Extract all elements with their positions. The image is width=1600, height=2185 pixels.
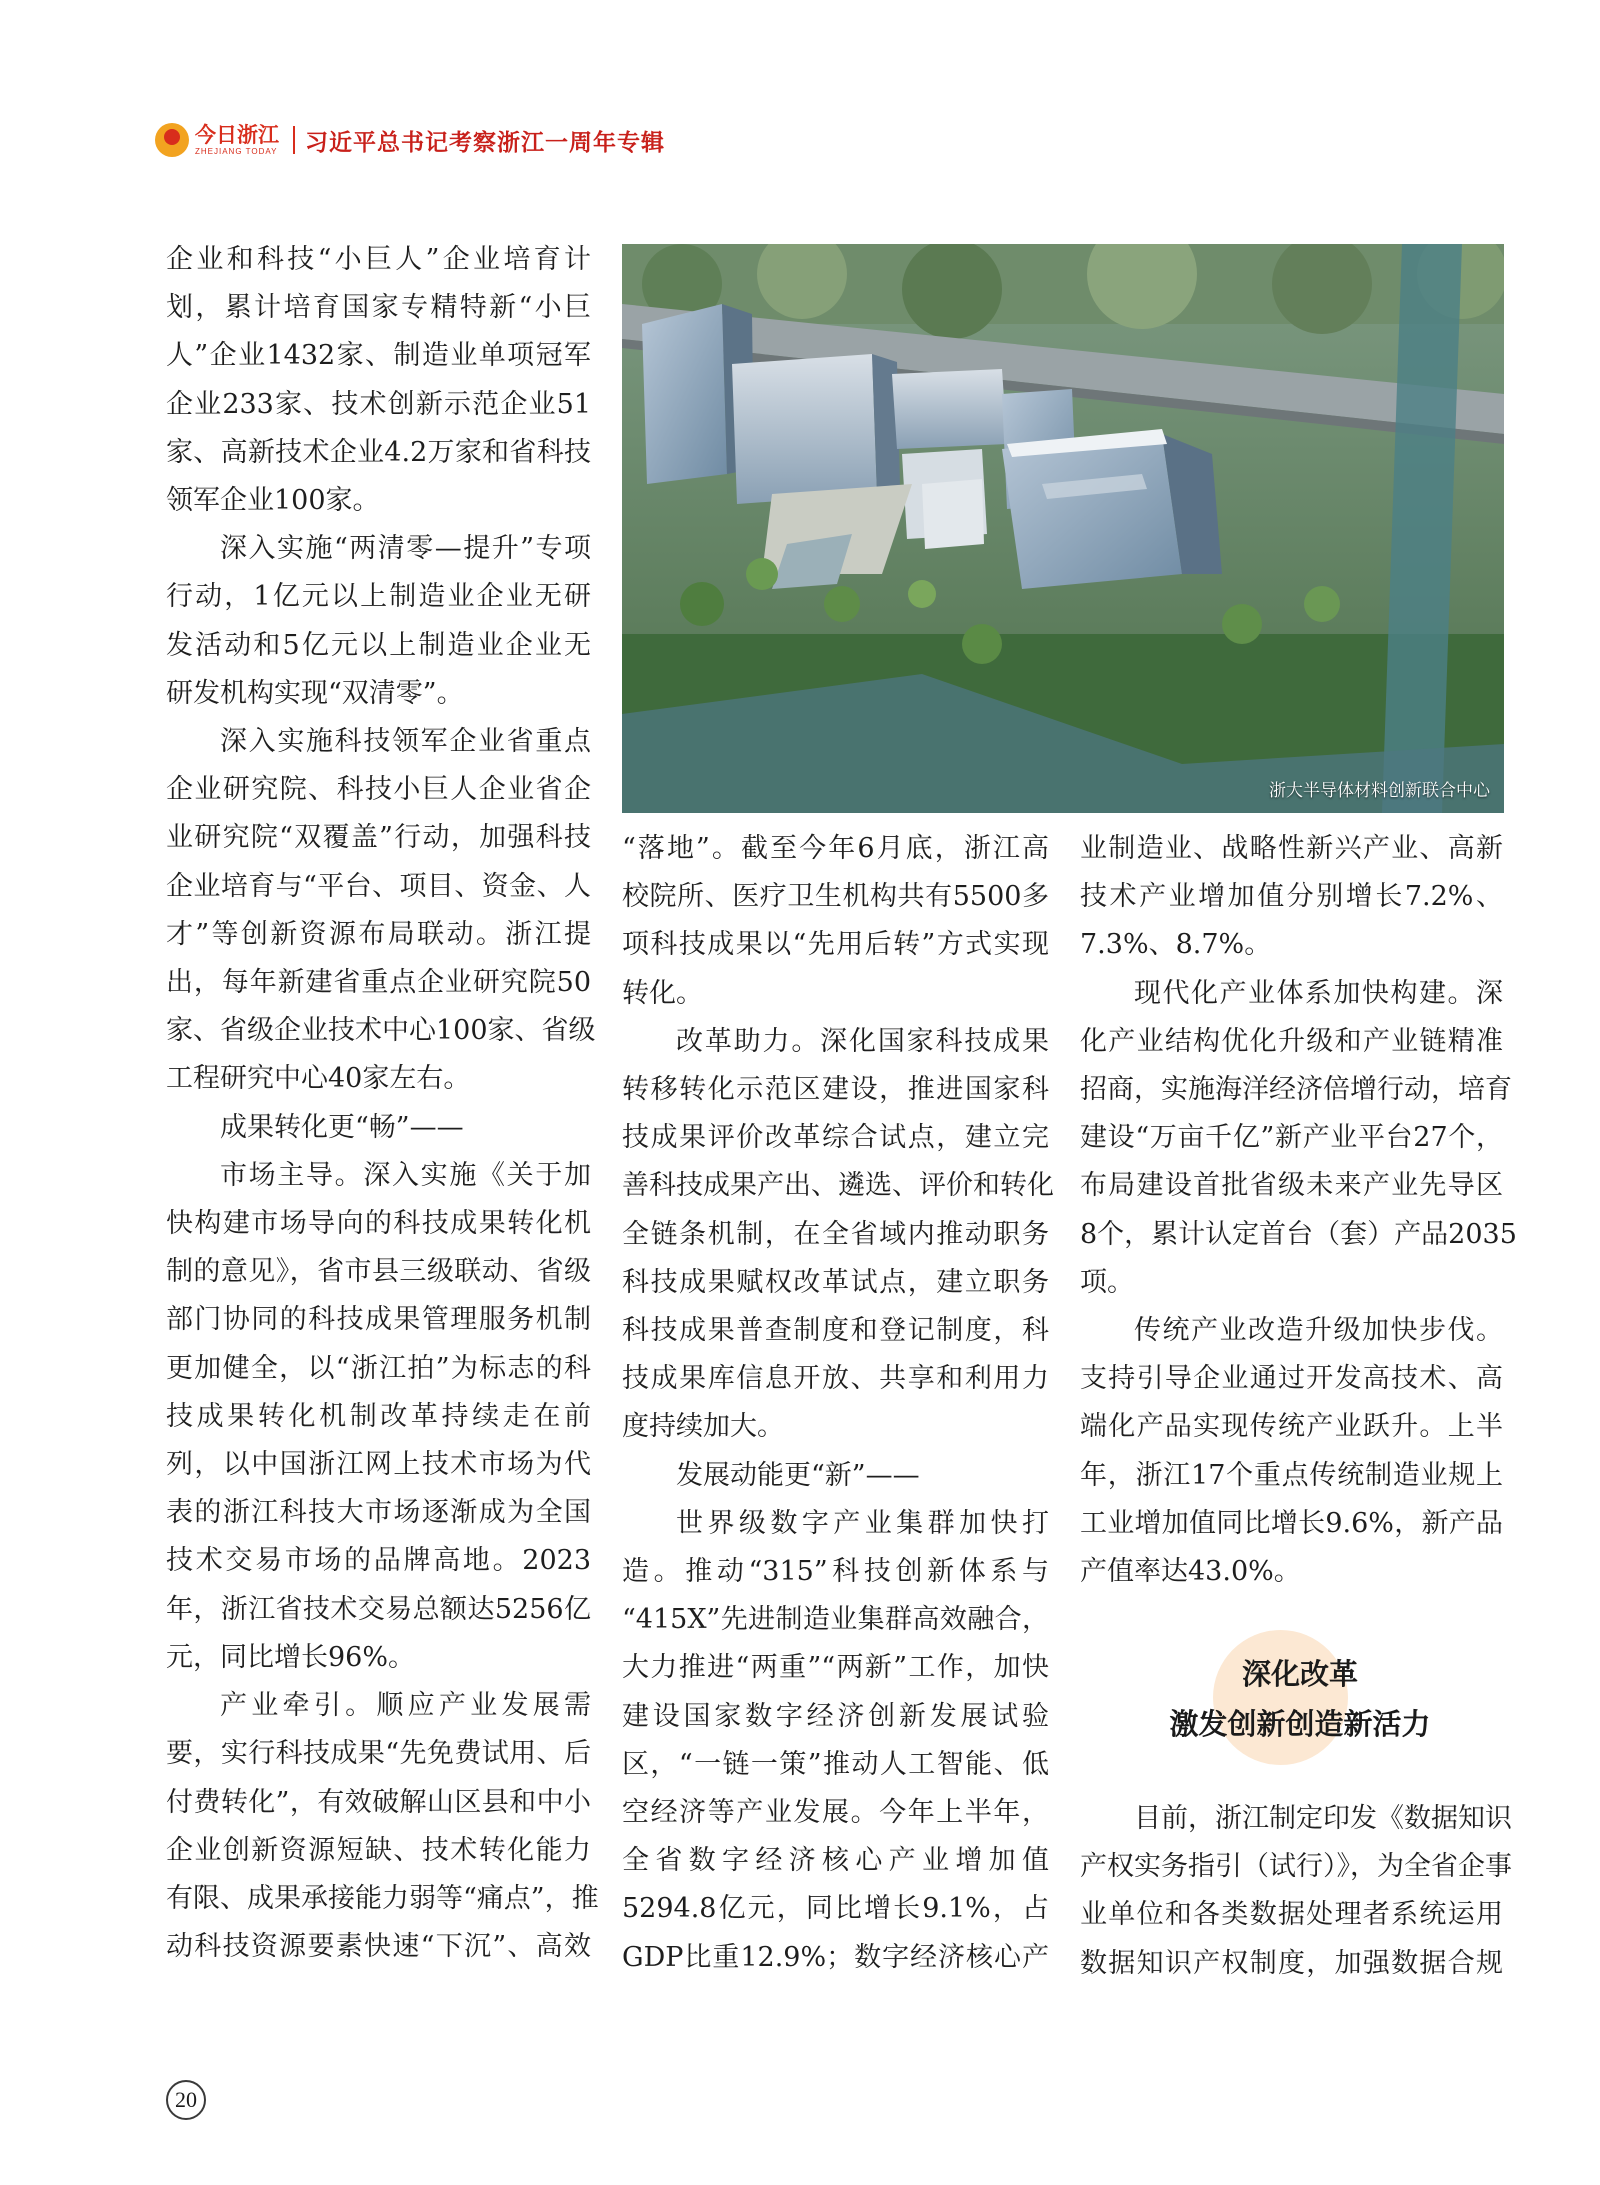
text-line: 度持续加大。: [622, 1411, 784, 1443]
logo-text-en: ZHEJIANG TODAY: [195, 147, 278, 156]
text-column-3: [1080, 825, 1517, 1596]
text-line: 技成果评价改革综合试点，建立完: [622, 1122, 1049, 1154]
logo-text-cn: 今日浙江: [195, 122, 279, 147]
text-line: 化产业结构优化升级和产业链精准: [1080, 1025, 1503, 1057]
text-column-1: [166, 236, 599, 1971]
text-line: 人”企业1432家、制造业单项冠军: [166, 340, 591, 372]
text-line: 目前，浙江制定印发《数据知识: [1134, 1803, 1512, 1834]
section-heading-line2: 激发创新创造新活力: [1169, 1707, 1431, 1741]
text-line: 世界级数字产业集群加快打: [676, 1507, 1049, 1539]
page-header: [155, 115, 665, 165]
text-line: 技术产业增加值分别增长7.2%、: [1080, 881, 1503, 913]
logo-icon: [155, 123, 189, 157]
text-line: 市场主导。深入实施《关于加: [220, 1159, 591, 1191]
text-line: 布局建设首批省级未来产业先导区: [1080, 1170, 1503, 1202]
text-line: 5294.8亿元，同比增长9.1%，占: [622, 1893, 1049, 1925]
text-line: 企业和科技“小巨人”企业培育计: [166, 244, 591, 275]
text-line: 深入实施科技领军企业省重点: [220, 726, 591, 758]
text-line: 产权实务指引（试行）》，为全省企事: [1080, 1851, 1512, 1883]
section-heading-line1: 深化改革: [1241, 1657, 1358, 1691]
text-line: 技术交易市场的品牌高地。2023: [166, 1545, 591, 1577]
text-line: “落地”。截至今年6月底，浙江高: [622, 833, 1049, 864]
text-line: 才”等创新资源布局联动。浙江提: [166, 918, 591, 950]
text-line: 产业牵引。顺应产业发展需: [220, 1690, 591, 1722]
text-line: 深入实施“两清零—提升”专项: [220, 533, 591, 565]
text-line: 有限、成果承接能力弱等“痛点”，推: [166, 1882, 599, 1914]
text-line: 企业研究院、科技小巨人企业省企: [166, 774, 591, 806]
text-line: 工业增加值同比增长9.6%，新产品: [1080, 1507, 1503, 1539]
text-line: 企业创新资源短缺、技术转化能力: [166, 1834, 591, 1866]
text-line: 技成果转化机制改革持续走在前: [166, 1400, 591, 1432]
text-line: 要，实行科技成果“先免费试用、后: [166, 1738, 591, 1770]
text-line: 传统产业改造升级加快步伐。: [1134, 1315, 1503, 1347]
text-line: “415X”先进制造业集群高效融合，: [622, 1604, 1049, 1636]
text-line: 建设“万亩千亿”新产业平台27个，: [1080, 1122, 1503, 1154]
text-line: 支持引导企业通过开发高技术、高: [1080, 1363, 1503, 1395]
header-divider: [293, 126, 295, 154]
section-heading: [1130, 1630, 1470, 1760]
text-line: 表的浙江科技大市场逐渐成为全国: [166, 1497, 591, 1529]
text-line: 领军企业100家。: [166, 485, 380, 517]
text-line: 付费转化”，有效破解山区县和中小: [166, 1786, 591, 1818]
text-line: 快构建市场导向的科技成果转化机: [166, 1208, 591, 1240]
text-line: 全链条机制，在全省域内推动职务: [622, 1218, 1049, 1250]
text-line: 产值率达43.0%。: [1080, 1556, 1301, 1588]
page-number: 20: [166, 2080, 206, 2120]
text-line: 业单位和各类数据处理者系统运用: [1080, 1899, 1503, 1931]
text-line: 善科技成果产出、遴选、评价和转化: [622, 1170, 1054, 1202]
text-line: 空经济等产业发展。今年上半年，: [622, 1797, 1049, 1829]
text-line: 企业培育与“平台、项目、资金、人: [166, 870, 591, 902]
text-line: 数据知识产权制度，加强数据合规: [1080, 1947, 1503, 1979]
text-line: 部门协同的科技成果管理服务机制: [166, 1304, 591, 1336]
text-line: 科技成果赋权改革试点，建立职务: [622, 1266, 1049, 1298]
text-line: 8个，累计认定首台（套）产品2035: [1080, 1218, 1517, 1250]
text-line: 区，“一链一策”推动人工智能、低: [622, 1748, 1049, 1780]
text-line: 现代化产业体系加快构建。深: [1134, 977, 1503, 1009]
text-line: 转化。: [622, 977, 703, 1009]
text-line: 动科技资源要素快速“下沉”、高效: [166, 1931, 591, 1963]
text-column-2: [622, 825, 1054, 1982]
text-line: 建设国家数字经济创新发展试验: [622, 1700, 1049, 1732]
text-line: 年，浙江17个重点传统制造业规上: [1080, 1459, 1503, 1491]
text-line: 业研究院“双覆盖”行动，加强科技: [166, 822, 591, 854]
text-line: 招商，实施海洋经济倍增行动，培育: [1080, 1074, 1512, 1106]
text-line: 科技成果普查制度和登记制度，科: [622, 1315, 1049, 1347]
text-line: 校院所、医疗卫生机构共有5500多: [622, 881, 1049, 913]
text-line: 制的意见》，省市县三级联动、省级: [166, 1256, 591, 1288]
text-line: 发活动和5亿元以上制造业企业无: [166, 629, 591, 661]
subheading-achievement-transfer: 成果转化更“畅”——: [220, 1111, 464, 1143]
text-line: 大力推进“两重”“两新”工作，加快: [622, 1652, 1049, 1684]
text-line: 列，以中国浙江网上技术市场为代: [166, 1449, 591, 1481]
text-line: 工程研究中心40家左右。: [166, 1063, 471, 1095]
text-line: 全省数字经济核心产业增加值: [622, 1845, 1049, 1877]
text-line: 企业233家、技术创新示范企业51: [166, 388, 591, 420]
text-line: 转移转化示范区建设，推进国家科: [622, 1074, 1049, 1106]
header-title: 习近平总书记考察浙江一周年专辑: [305, 129, 665, 156]
text-line: 划，累计培育国家专精特新“小巨: [166, 292, 591, 324]
text-line: 技成果库信息开放、共享和利用力: [622, 1363, 1049, 1395]
section-heading-circle: [1213, 1630, 1348, 1765]
text-line: 家、高新技术企业4.2万家和省科技: [166, 436, 591, 468]
text-line: 7.3%、8.7%。: [1080, 929, 1272, 961]
photo-caption: 浙大半导体材料创新联合中心: [1269, 781, 1490, 801]
text-line: 出，每年新建省重点企业研究院50: [166, 967, 591, 999]
text-line: 项科技成果以“先用后转”方式实现: [622, 929, 1049, 961]
text-line: GDP比重12.9%；数字经济核心产: [622, 1941, 1049, 1973]
text-line: 端化产品实现传统产业跃升。上半: [1080, 1411, 1503, 1443]
text-column-4: [1080, 1795, 1512, 1988]
text-line: 业制造业、战略性新兴产业、高新: [1080, 833, 1503, 864]
text-line: 改革助力。深化国家科技成果: [676, 1025, 1049, 1057]
campus-rendering-photo: [622, 244, 1504, 813]
text-line: 研发机构实现“双清零”。: [166, 677, 464, 709]
text-line: 项。: [1080, 1266, 1134, 1298]
text-line: 元，同比增长96%。: [166, 1641, 416, 1673]
text-line: 更加健全，以“浙江拍”为标志的科: [166, 1352, 591, 1384]
magazine-logo: [155, 123, 279, 157]
text-line: 行动，1亿元以上制造业企业无研: [166, 581, 591, 613]
subheading-development-momentum: 发展动能更“新”——: [676, 1459, 920, 1491]
text-line: 造。推动“315”科技创新体系与: [622, 1556, 1049, 1588]
text-line: 年，浙江省技术交易总额达5256亿: [166, 1593, 591, 1625]
text-line: 家、省级企业技术中心100家、省级: [166, 1015, 596, 1047]
